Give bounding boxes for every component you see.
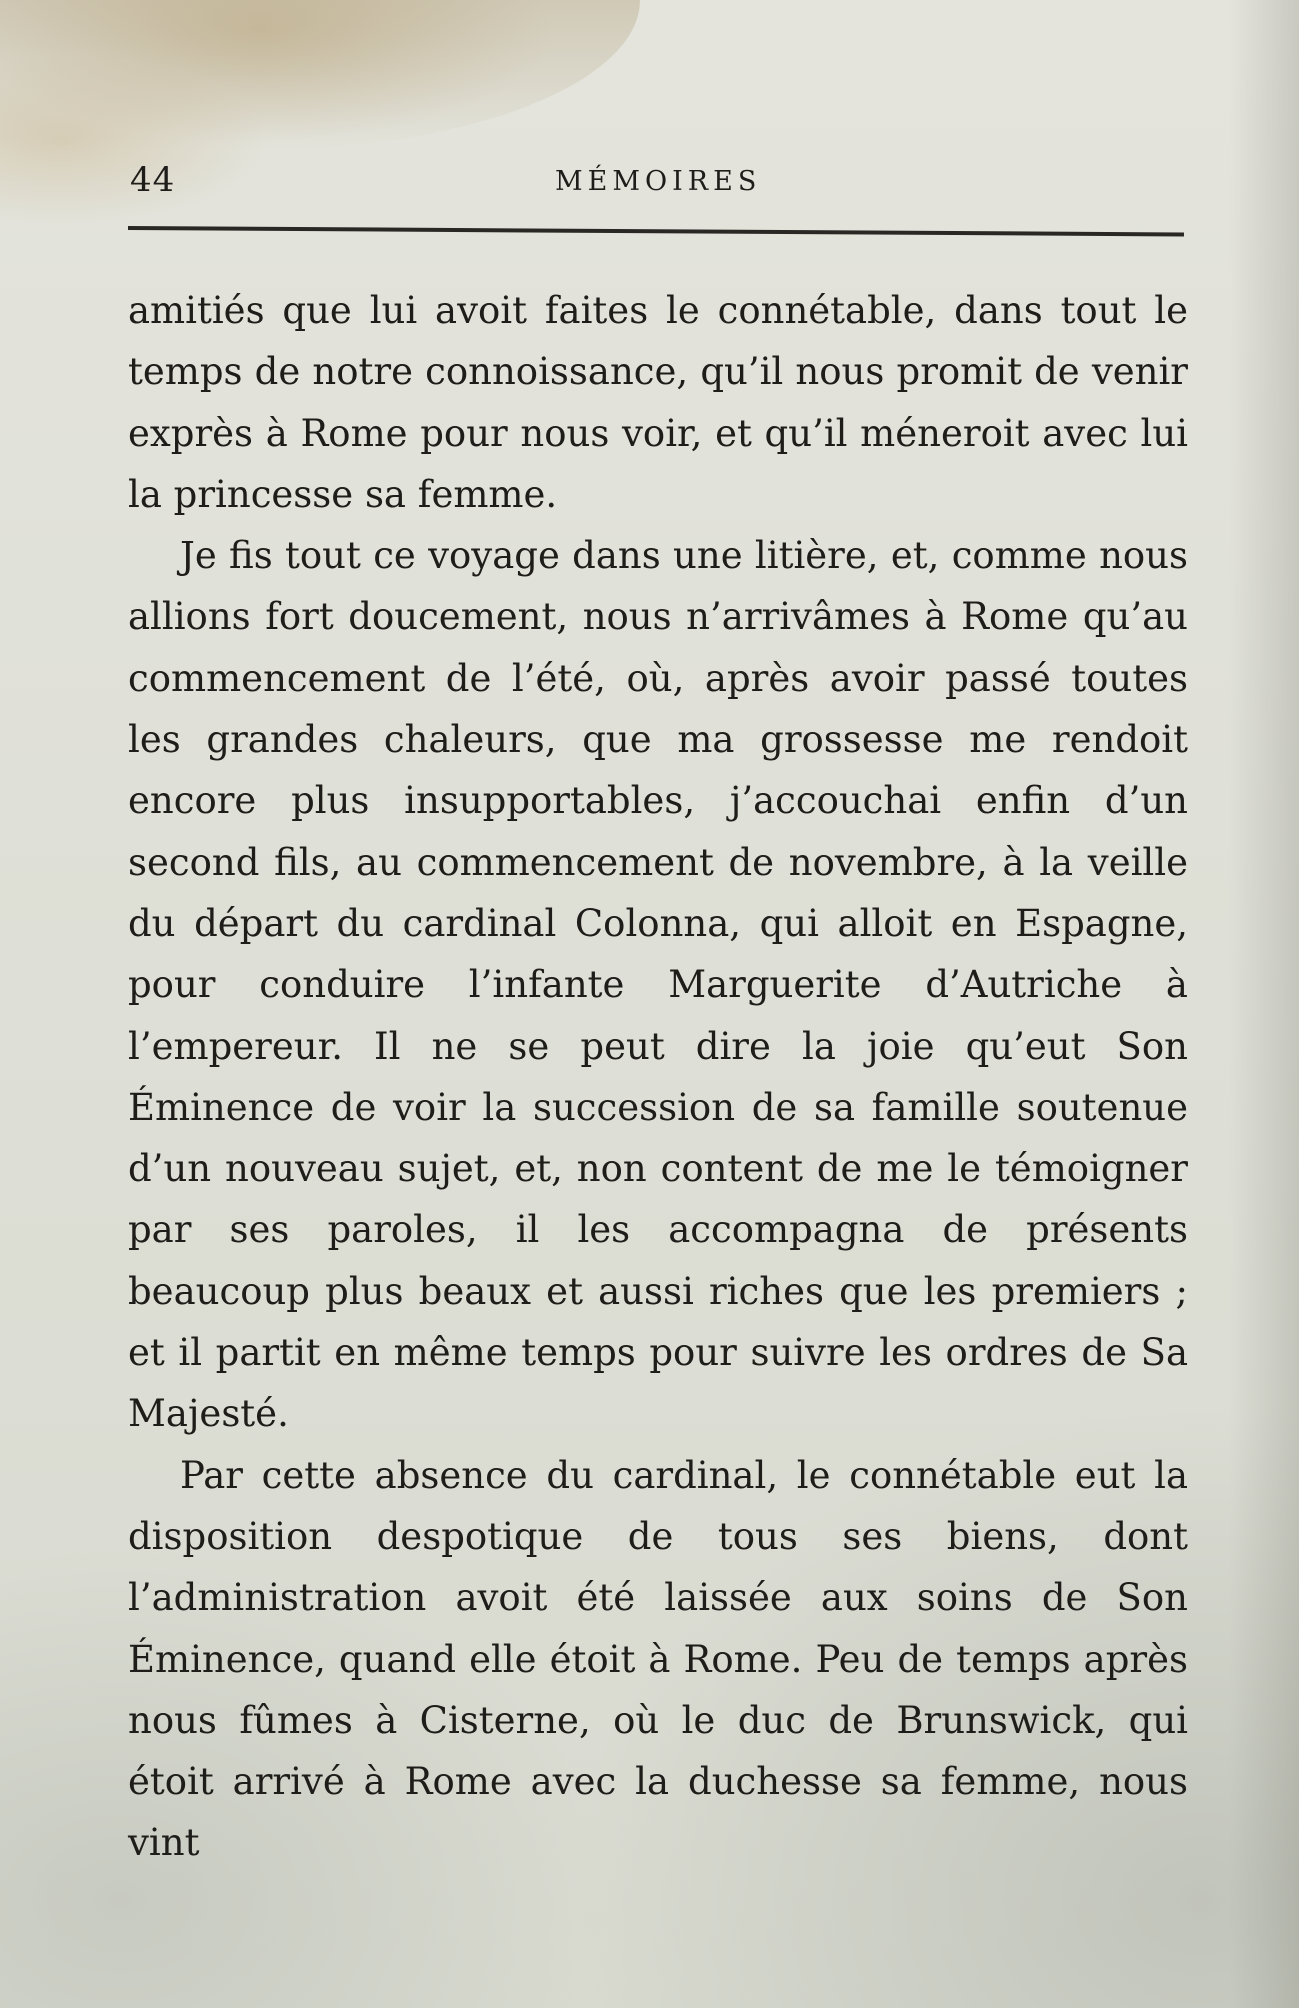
water-stain — [0, 0, 640, 150]
running-head — [130, 160, 1180, 210]
body-text — [128, 280, 1188, 1874]
page-number: 44 — [130, 160, 176, 200]
paragraph-absence: Par cette absence du cardinal, le connétable eut la disposition despotique de tous ses biens, dont l’administration avoit été laissée aux soins de Son Éminence, quand elle étoit à Rome. Peu de temps après nous fûmes à Cisterne, où le duc de Brunswick, qui étoit arrivé à Rome avec la duchesse sa femme, nous vint — [128, 1453, 1188, 1865]
header-rule — [128, 226, 1184, 236]
running-title: MÉMOIRES — [555, 166, 762, 197]
paragraph-voyage: Je fis tout ce voyage dans une litière, et, comme nous allions fort doucement, nous n’arrivâmes à Rome qu’au commencement de l’été, où, après avoir passé toutes les grandes chaleurs, que ma grossesse me rendoit encore plus insupportables, j’accouchai enfin d’un second fils, au commencement de novembre, à la veille du départ du cardinal Colonna, qui alloit en Espagne, pour conduire l’infante Marguerite d’Autriche à l’empereur. Il ne se peut dire la joie qu’eut Son Éminence de voir la succession de sa famille soutenue d’un nouveau sujet, et, non content de me le témoigner par ses paroles, il les accompagna de présents beaucoup plus beaux et aussi riches que les premiers ; et il partit en même temps pour suivre les ordres de Sa Majesté. — [128, 534, 1188, 1436]
paragraph-continuation: amitiés que lui avoit faites le connétable, dans tout le temps de notre connoissance, qu’il nous promit de venir exprès à Rome pour nous voir, et qu’il méneroit avec lui la princesse sa femme. — [128, 289, 1188, 516]
page-shadow — [1229, 0, 1299, 2008]
